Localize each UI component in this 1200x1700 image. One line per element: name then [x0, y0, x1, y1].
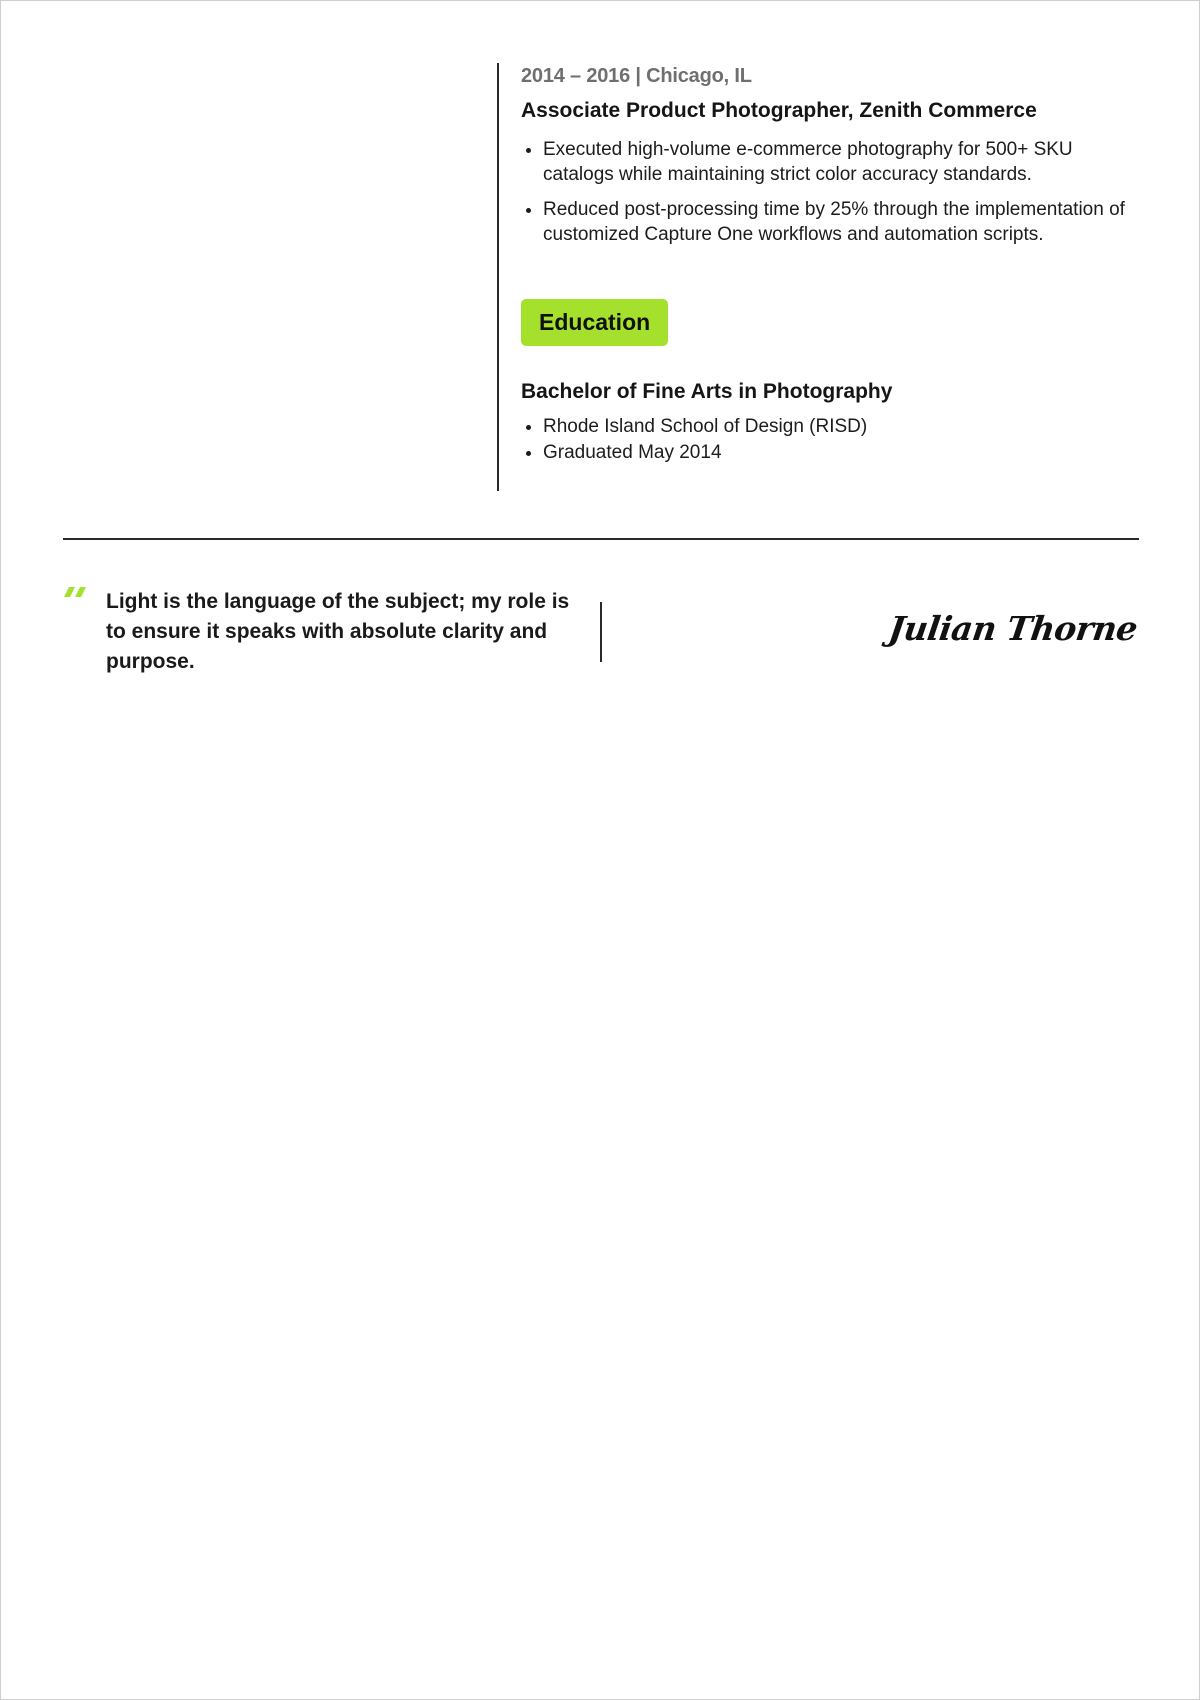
right-column [497, 63, 1137, 491]
education-details-list [521, 414, 1137, 466]
quote-mark-icon [63, 581, 89, 601]
job-achievements-list [521, 137, 1137, 247]
job-dates-location: 2014 – 2016 | Chicago, IL [521, 65, 752, 87]
education-detail-item: • Rhode Island School of Design (RISD) [543, 414, 1137, 440]
education-section-heading: Education [521, 299, 668, 346]
job-achievement-item: • Executed high-volume e-commerce photography for 500+ SKU catalogs while maintaining strict color accuracy standards. [543, 137, 1137, 187]
job-achievement-item: • Reduced post-processing time by 25% through the implementation of customized Capture One workflows and automation scripts. [543, 197, 1137, 247]
section-divider [63, 538, 1139, 540]
signature: Julian Thorne [886, 609, 1140, 648]
personal-quote: Light is the language of the subject; my role is to ensure it speaks with absolute clarity and purpose. [106, 590, 570, 673]
degree-title: Bachelor of Fine Arts in Photography [521, 380, 893, 403]
job-title: Associate Product Photographer, Zenith Commerce [521, 99, 1037, 122]
education-detail-item: • Graduated May 2014 [543, 440, 1137, 466]
footer-vertical-divider [600, 602, 602, 662]
